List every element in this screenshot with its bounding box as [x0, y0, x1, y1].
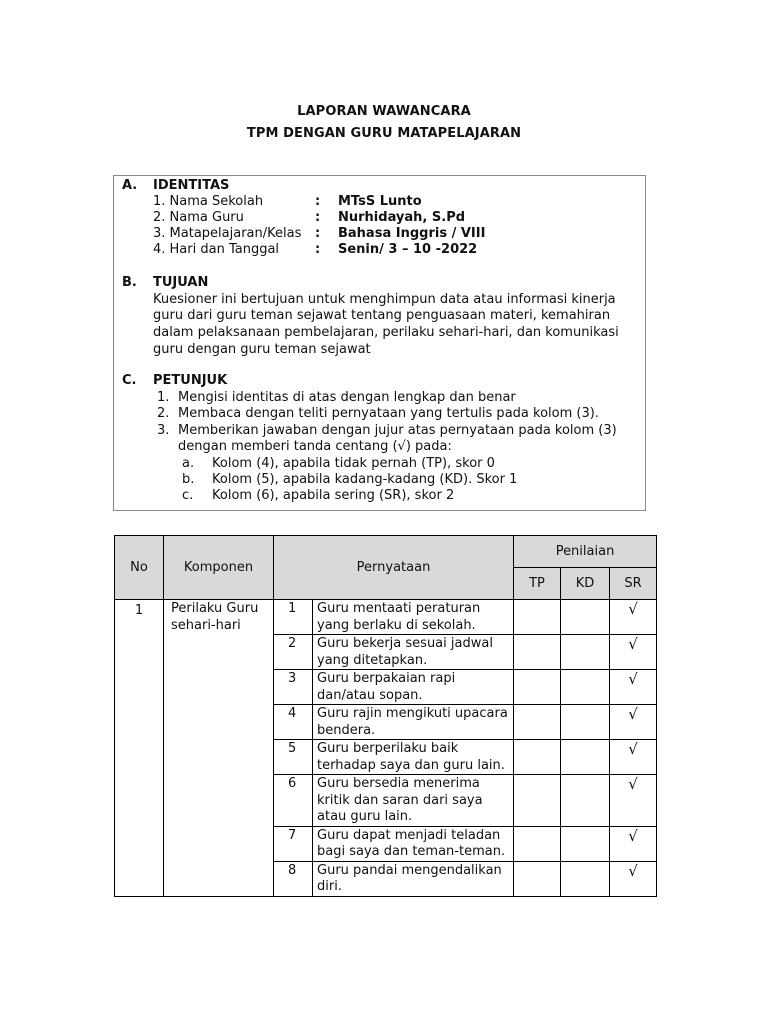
sr-checkmark: √ — [610, 635, 657, 670]
statement-number: 6 — [274, 775, 313, 827]
kd-cell — [561, 635, 610, 670]
field-separator: : — [315, 242, 321, 257]
field-label: 3. Matapelajaran/Kelas — [153, 226, 302, 241]
petunjuk-number: 3. — [157, 423, 170, 438]
field-separator: : — [315, 210, 321, 225]
statement-number: 7 — [274, 826, 313, 861]
sr-checkmark: √ — [610, 775, 657, 827]
section-a-letter: A. — [122, 178, 138, 193]
petunjuk-subletter: c. — [182, 488, 194, 503]
kd-cell — [561, 861, 610, 896]
statement-text: Guru pandai mengendalikan diri. — [313, 861, 514, 896]
assessment-table — [114, 535, 657, 897]
field-value: Nurhidayah, S.Pd — [338, 210, 466, 225]
petunjuk-number: 1. — [157, 390, 170, 405]
statement-text: Guru dapat menjadi teladan bagi saya dan teman-teman. — [313, 826, 514, 861]
field-value: Bahasa Inggris / VIII — [338, 226, 486, 241]
header-tp: TP — [514, 568, 561, 600]
table-row — [115, 600, 657, 635]
field-label: 4. Hari dan Tanggal — [153, 242, 280, 257]
statement-number: 8 — [274, 861, 313, 896]
sr-checkmark: √ — [610, 861, 657, 896]
petunjuk-subtext: Kolom (5), apabila kadang-kadang (KD). Skor 1 — [212, 472, 518, 487]
tujuan-line: Kuesioner ini bertujuan untuk menghimpun data atau informasi kinerja — [153, 292, 616, 307]
section-c-heading: PETUNJUK — [153, 373, 228, 388]
statement-text: Guru bersedia menerima kritik dan saran dari saya atau guru lain. — [313, 775, 514, 827]
document-subtitle: TPM DENGAN GURU MATAPELAJARAN — [246, 126, 522, 141]
tp-cell — [514, 670, 561, 705]
field-label: 1. Nama Sekolah — [153, 194, 264, 209]
section-c-letter: C. — [122, 373, 137, 388]
kd-cell — [561, 775, 610, 827]
tujuan-line: guru dari guru teman sejawat tentang penguasaan materi, kemahiran — [153, 308, 611, 323]
tp-cell — [514, 775, 561, 827]
kd-cell — [561, 670, 610, 705]
statement-text: Guru bekerja sesuai jadwal yang ditetapkan. — [313, 635, 514, 670]
statement-text: Guru mentaati peraturan yang berlaku di sekolah. — [313, 600, 514, 635]
field-value: MTsS Lunto — [338, 194, 422, 209]
statement-text: Guru rajin mengikuti upacara bendera. — [313, 705, 514, 740]
petunjuk-number: 2. — [157, 406, 170, 421]
petunjuk-text: dengan memberi tanda centang (√) pada: — [178, 439, 452, 454]
petunjuk-subletter: b. — [182, 472, 195, 487]
header-komponen: Komponen — [164, 536, 274, 600]
petunjuk-subtext: Kolom (6), apabila sering (SR), skor 2 — [212, 488, 455, 503]
field-label: 2. Nama Guru — [153, 210, 244, 225]
tujuan-line: guru dengan guru teman sejawat — [153, 342, 371, 357]
kd-cell — [561, 705, 610, 740]
header-penilaian: Penilaian — [514, 536, 657, 568]
tp-cell — [514, 861, 561, 896]
tp-cell — [514, 705, 561, 740]
group-number: 1 — [115, 600, 164, 897]
tp-cell — [514, 635, 561, 670]
sr-checkmark: √ — [610, 600, 657, 635]
group-komponen: Perilaku Guru sehari-hari — [164, 600, 274, 897]
statement-number: 5 — [274, 740, 313, 775]
document-title: LAPORAN WAWANCARA — [297, 104, 471, 119]
header-kd: KD — [561, 568, 610, 600]
petunjuk-subletter: a. — [182, 456, 195, 471]
statement-number: 3 — [274, 670, 313, 705]
petunjuk-text: Membaca dengan teliti pernyataan yang tertulis pada kolom (3). — [178, 406, 599, 421]
sr-checkmark: √ — [610, 826, 657, 861]
petunjuk-text: Mengisi identitas di atas dengan lengkap dan benar — [178, 390, 516, 405]
statement-number: 4 — [274, 705, 313, 740]
section-a-heading: IDENTITAS — [153, 178, 230, 193]
header-sr: SR — [610, 568, 657, 600]
field-value: Senin/ 3 – 10 -2022 — [338, 242, 478, 257]
kd-cell — [561, 600, 610, 635]
field-separator: : — [315, 194, 321, 209]
field-separator: : — [315, 226, 321, 241]
tp-cell — [514, 740, 561, 775]
statement-number: 1 — [274, 600, 313, 635]
header-pernyataan: Pernyataan — [274, 536, 514, 600]
info-box — [113, 175, 646, 511]
petunjuk-subtext: Kolom (4), apabila tidak pernah (TP), skor 0 — [212, 456, 495, 471]
section-b-letter: B. — [122, 275, 137, 290]
statement-text: Guru berpakaian rapi dan/atau sopan. — [313, 670, 514, 705]
sr-checkmark: √ — [610, 705, 657, 740]
statement-number: 2 — [274, 635, 313, 670]
tujuan-line: dalam pelaksanaan pembelajaran, perilaku sehari-hari, dan komunikasi — [153, 325, 619, 340]
tp-cell — [514, 826, 561, 861]
sr-checkmark: √ — [610, 670, 657, 705]
statement-text: Guru berperilaku baik terhadap saya dan guru lain. — [313, 740, 514, 775]
kd-cell — [561, 826, 610, 861]
tp-cell — [514, 600, 561, 635]
sr-checkmark: √ — [610, 740, 657, 775]
kd-cell — [561, 740, 610, 775]
header-no: No — [115, 536, 164, 600]
petunjuk-text: Memberikan jawaban dengan jujur atas pernyataan pada kolom (3) — [178, 423, 617, 438]
section-b-heading: TUJUAN — [153, 275, 209, 290]
